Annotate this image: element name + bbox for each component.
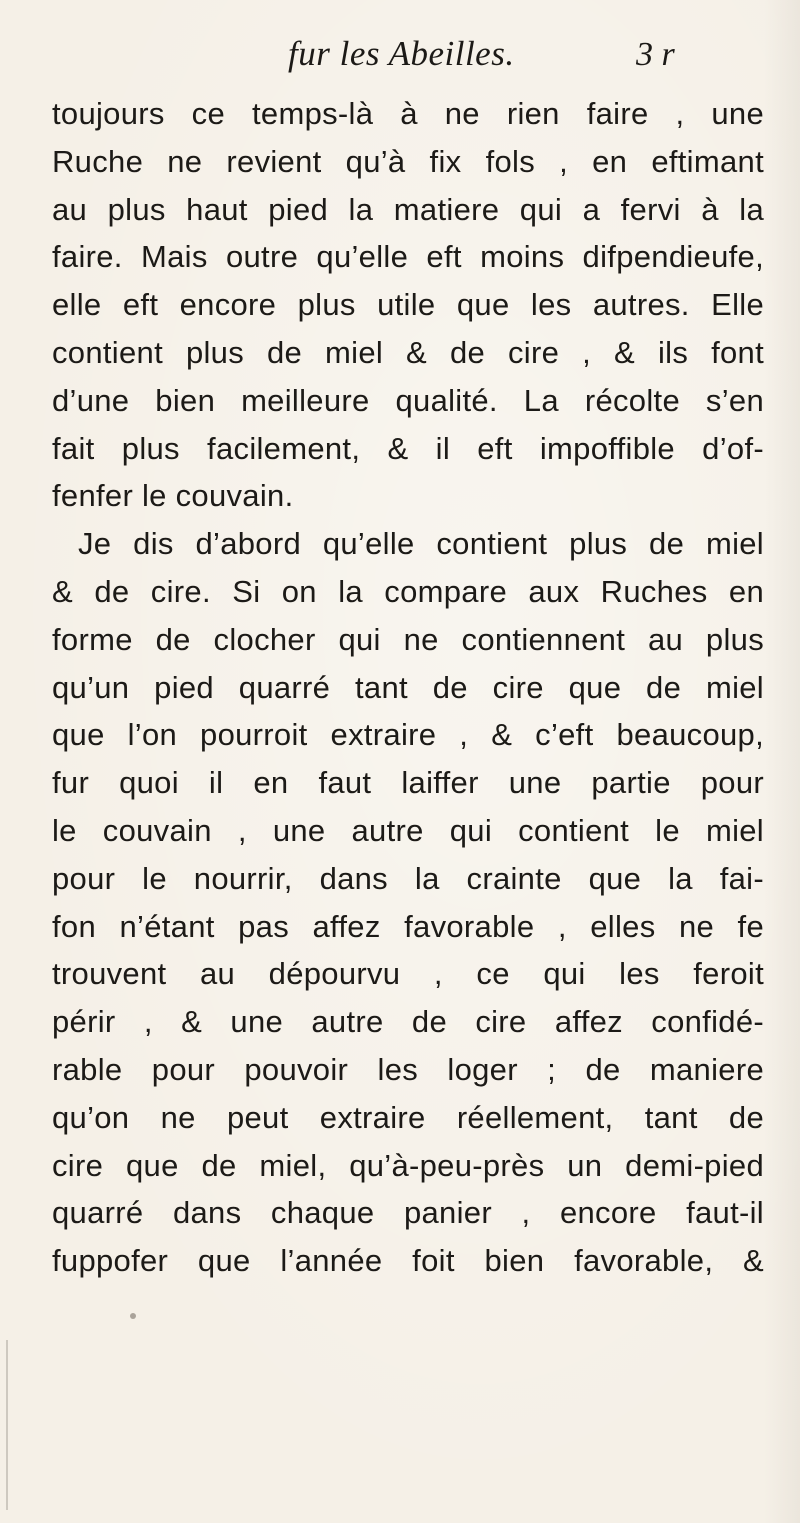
text-line: fur quoi il en faut laiffer une partie pour <box>52 765 764 801</box>
text-line: qu’on ne peut extraire réellement, tant de <box>52 1099 764 1135</box>
running-title: fur les Abeilles. <box>288 34 515 73</box>
paper-crease <box>6 1340 8 1510</box>
text-line: contient plus de miel & de cire , & ils font <box>52 334 764 370</box>
text-line: & de cire. Si on la compare aux Ruches en <box>52 573 764 609</box>
text-line: Ruche ne revient qu’à fix fols , en eftimant <box>52 143 764 179</box>
text-line: fon n’étant pas affez favorable , elles ne fe <box>52 908 764 944</box>
text-line: elle eft encore plus utile que les autres. Elle <box>52 287 764 323</box>
text-line: fenfer le couvain. <box>52 478 294 514</box>
text-line: que l’on pourroit extraire , & c’eft beaucoup, <box>52 717 764 753</box>
text-line: faire. Mais outre qu’elle eft moins difpendieufe, <box>52 239 764 275</box>
text-line: rable pour pouvoir les loger ; de maniere <box>52 1051 764 1087</box>
text-line: qu’un pied quarré tant de cire que de miel <box>52 669 764 705</box>
paragraph-first-line: Je dis d’abord qu’elle contient plus de miel <box>78 526 764 562</box>
text-line: fait plus facilement, & il eft impoffible d’of- <box>52 430 764 466</box>
text-line: quarré dans chaque panier , encore faut-il <box>52 1195 764 1231</box>
text-line: toujours ce temps-là à ne rien faire , une <box>52 96 764 131</box>
text-line: le couvain , une autre qui contient le miel <box>52 812 764 848</box>
body-text <box>52 90 764 1285</box>
text-line: au plus haut pied la matiere qui a fervi à la <box>52 191 764 227</box>
ink-speck <box>130 1313 136 1319</box>
text-line: d’une bien meilleure qualité. La récolte s’en <box>52 382 764 418</box>
text-line: fuppofer que l’année foit bien favorable, & <box>52 1243 764 1279</box>
page-number: 3 r <box>636 36 675 73</box>
text-line: forme de clocher qui ne contiennent au plus <box>52 621 764 657</box>
text-line: périr , & une autre de cire affez confidé- <box>52 1004 764 1040</box>
text-line: pour le nourrir, dans la crainte que la fai- <box>52 860 764 896</box>
text-line: cire que de miel, qu’à-peu-près un demi-pied <box>52 1147 764 1183</box>
text-line: trouvent au dépourvu , ce qui les feroit <box>52 956 764 992</box>
page-header <box>0 34 800 84</box>
page-edge-shadow <box>764 0 800 1523</box>
